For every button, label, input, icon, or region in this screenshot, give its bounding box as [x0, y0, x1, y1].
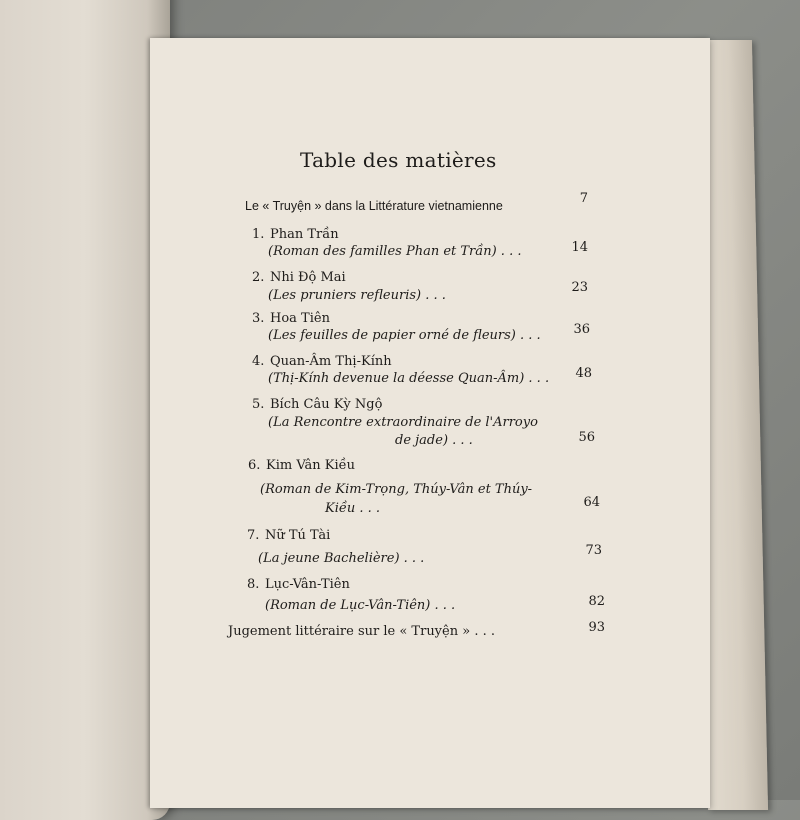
book-page — [150, 38, 710, 808]
toc-entry-5-page: 56 — [578, 430, 595, 445]
toc-conclusion-label: Jugement littéraire sur le « Truyện » . . . — [228, 624, 495, 639]
toc-entry-6-subtitle-cont: Kiều . . . — [325, 501, 381, 516]
toc-entry-7-page: 73 — [585, 543, 602, 558]
left-page — [0, 0, 170, 820]
toc-entry-8-number: 8. — [247, 577, 260, 592]
toc-entry-6-number: 6. — [248, 458, 261, 473]
toc-entry-4-number: 4. — [252, 354, 265, 369]
toc-entry-5-number: 5. — [252, 397, 265, 412]
toc-intro-label: Le « Truyện » dans la Littérature vietnamienne — [245, 199, 503, 213]
toc-entry-6-page: 64 — [583, 495, 600, 510]
toc-entry-6-subtitle: (Roman de Kim-Trọng, Thúy-Vân et Thúy- — [260, 482, 533, 497]
toc-entry-4-page: 48 — [575, 366, 592, 381]
toc-entry-1-page: 14 — [571, 240, 588, 255]
toc-entry-7-subtitle: (La jeune Bachelière) . . . — [258, 551, 425, 566]
toc-entry-3-subtitle: (Les feuilles de papier orné de fleurs) . . . — [268, 328, 541, 343]
toc-entry-7-number: 7. — [247, 528, 260, 543]
toc-entry-4-subtitle: (Thị-Kính devenue la déesse Quan-Âm) . . . — [268, 371, 550, 386]
toc-entry-3-page: 36 — [573, 322, 590, 337]
toc-entry-3-title: Hoa Tiên — [270, 311, 330, 326]
toc-entry-1-title: Phan Trần — [270, 227, 339, 242]
toc-entry-2-number: 2. — [252, 270, 265, 285]
toc-entry-6-title: Kim Vân Kiều — [266, 458, 356, 473]
toc-entry-5-subtitle: (La Rencontre extraordinaire de l'Arroyo — [268, 415, 538, 430]
toc-entry-2-subtitle: (Les pruniers refleuris) . . . — [268, 288, 446, 303]
toc-entry-2-page: 23 — [571, 280, 588, 295]
toc-entry-3-number: 3. — [252, 311, 265, 326]
toc-entry-5-title: Bích Câu Kỳ Ngộ — [270, 397, 383, 412]
toc-entry-8-page: 82 — [588, 594, 605, 609]
toc-entry-1-subtitle: (Roman des familles Phan et Trần) . . . — [268, 244, 522, 259]
toc-conclusion-page: 93 — [588, 620, 605, 635]
toc-intro-page: 7 — [579, 191, 588, 206]
toc-entry-4-title: Quan-Âm Thị-Kính — [270, 354, 392, 369]
toc-entry-5-subtitle-cont: de jade) . . . — [395, 433, 473, 448]
table-of-contents — [150, 38, 710, 808]
toc-entry-8-subtitle: (Roman de Lục-Vân-Tiên) . . . — [265, 598, 456, 613]
toc-entry-2-title: Nhi Độ Mai — [270, 270, 346, 285]
page-title: Table des matières — [300, 148, 497, 172]
toc-entry-7-title: Nữ Tú Tài — [265, 528, 331, 543]
toc-entry-1-number: 1. — [252, 227, 265, 242]
toc-entry-8-title: Lục-Vân-Tiên — [265, 577, 350, 592]
